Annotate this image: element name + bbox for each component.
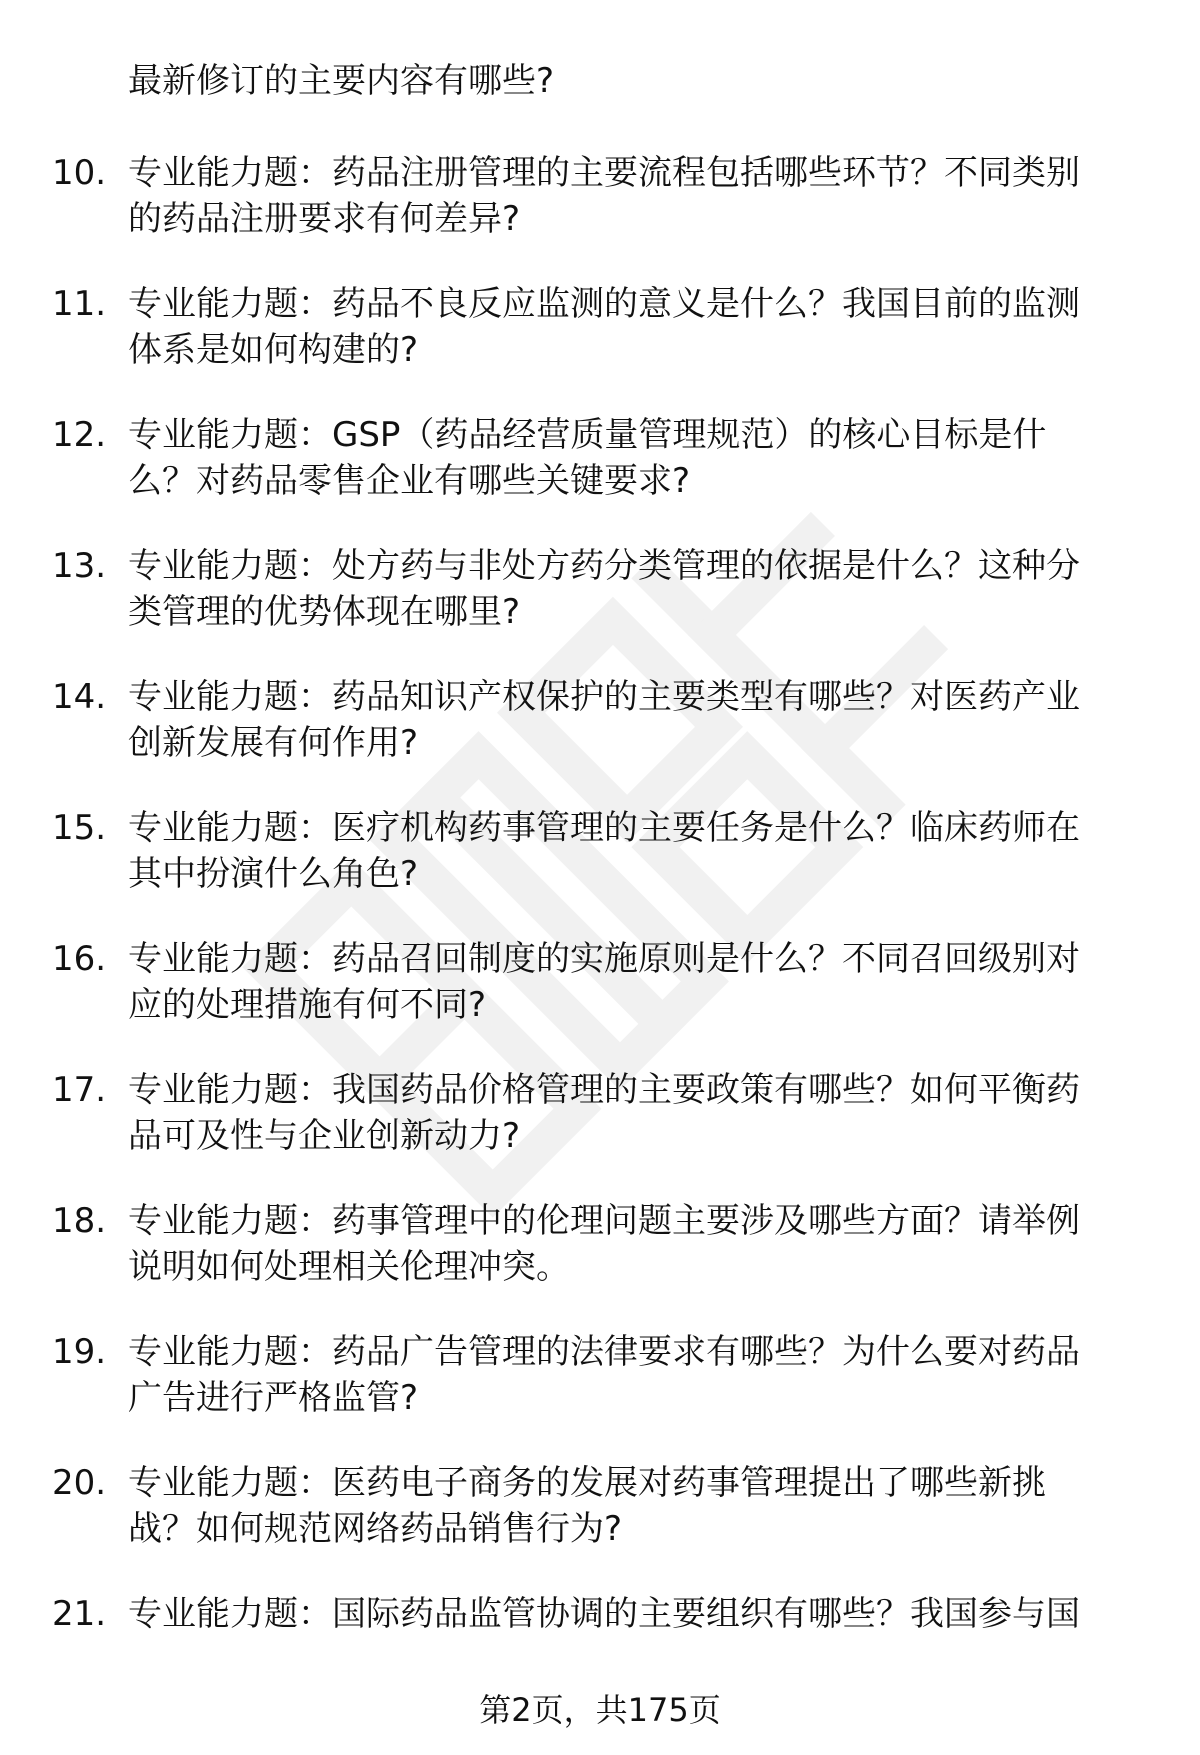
list-item: [0, 1067, 1200, 1198]
question-line: 专业能力题：GSP（药品经营质量管理规范）的核心目标是什: [128, 415, 1047, 455]
list-item: [0, 674, 1200, 805]
question-number: 17.: [52, 1070, 107, 1110]
question-line: 说明如何处理相关伦理冲突。: [128, 1247, 570, 1287]
question-text: [128, 1591, 1140, 1637]
question-line: 专业能力题：药品不良反应监测的意义是什么？我国目前的监测: [128, 284, 1080, 324]
question-line: 专业能力题：药品知识产权保护的主要类型有哪些？对医药产业: [128, 677, 1080, 717]
question-line: 体系是如何构建的?: [128, 330, 419, 370]
question-line: 广告进行严格监管?: [128, 1378, 419, 1418]
question-number: 20.: [52, 1463, 107, 1503]
question-line: 专业能力题：药事管理中的伦理问题主要涉及哪些方面？请举例: [128, 1201, 1080, 1241]
question-text: [128, 1067, 1140, 1159]
question-line: 专业能力题：处方药与非处方药分类管理的依据是什么？这种分: [128, 546, 1080, 586]
question-text: [128, 412, 1140, 504]
question-line: 专业能力题：国际药品监管协调的主要组织有哪些？我国参与国: [128, 1594, 1080, 1634]
list-item: [0, 936, 1200, 1067]
question-text: [128, 936, 1140, 1028]
question-text: [128, 805, 1140, 897]
question-continuation-text: 最新修订的主要内容有哪些?: [128, 61, 555, 101]
question-text: [128, 1460, 1140, 1552]
list-item: [0, 1329, 1200, 1460]
question-line: 专业能力题：医药电子商务的发展对药事管理提出了哪些新挑: [128, 1463, 1046, 1503]
question-line: 专业能力题：药品广告管理的法律要求有哪些？为什么要对药品: [128, 1332, 1080, 1372]
question-line: 的药品注册要求有何差异?: [128, 199, 521, 239]
question-number: 10.: [52, 153, 107, 193]
question-number: 12.: [52, 415, 107, 455]
question-text: [128, 281, 1140, 373]
question-list: [0, 58, 1200, 1722]
question-text: [128, 543, 1140, 635]
list-item: [0, 1198, 1200, 1329]
question-number: 18.: [52, 1201, 107, 1241]
question-line: 应的处理措施有何不同?: [128, 985, 487, 1025]
question-number: 11.: [52, 284, 107, 324]
list-item: [0, 58, 1200, 150]
question-line: 类管理的优势体现在哪里?: [128, 592, 521, 632]
list-item: [0, 412, 1200, 543]
question-text: [128, 1198, 1140, 1290]
question-line: 专业能力题：医疗机构药事管理的主要任务是什么？临床药师在: [128, 808, 1080, 848]
question-number: 14.: [52, 677, 107, 717]
question-text: [128, 674, 1140, 766]
question-line: 专业能力题：药品召回制度的实施原则是什么？不同召回级别对: [128, 939, 1080, 979]
question-line: 专业能力题：药品注册管理的主要流程包括哪些环节？不同类别: [128, 153, 1080, 193]
list-item: [0, 150, 1200, 281]
question-number: 15.: [52, 808, 107, 848]
list-item: [0, 281, 1200, 412]
question-line: 品可及性与企业创新动力?: [128, 1116, 521, 1156]
list-item: [0, 543, 1200, 674]
list-item: [0, 1460, 1200, 1591]
list-item: [0, 805, 1200, 936]
question-line: 战？如何规范网络药品销售行为?: [128, 1509, 623, 1549]
question-text: [128, 150, 1140, 242]
question-number: 13.: [52, 546, 107, 586]
question-number: 19.: [52, 1332, 107, 1372]
question-line: 么？对药品零售企业有哪些关键要求?: [128, 461, 691, 501]
page-footer: 第2页，共175页: [479, 1691, 721, 1729]
question-number: 21.: [52, 1594, 107, 1634]
question-number: 16.: [52, 939, 107, 979]
question-line: 专业能力题：我国药品价格管理的主要政策有哪些？如何平衡药: [128, 1070, 1080, 1110]
question-text: [128, 1329, 1140, 1421]
question-line: 创新发展有何作用?: [128, 723, 419, 763]
question-line: 其中扮演什么角色?: [128, 854, 419, 894]
